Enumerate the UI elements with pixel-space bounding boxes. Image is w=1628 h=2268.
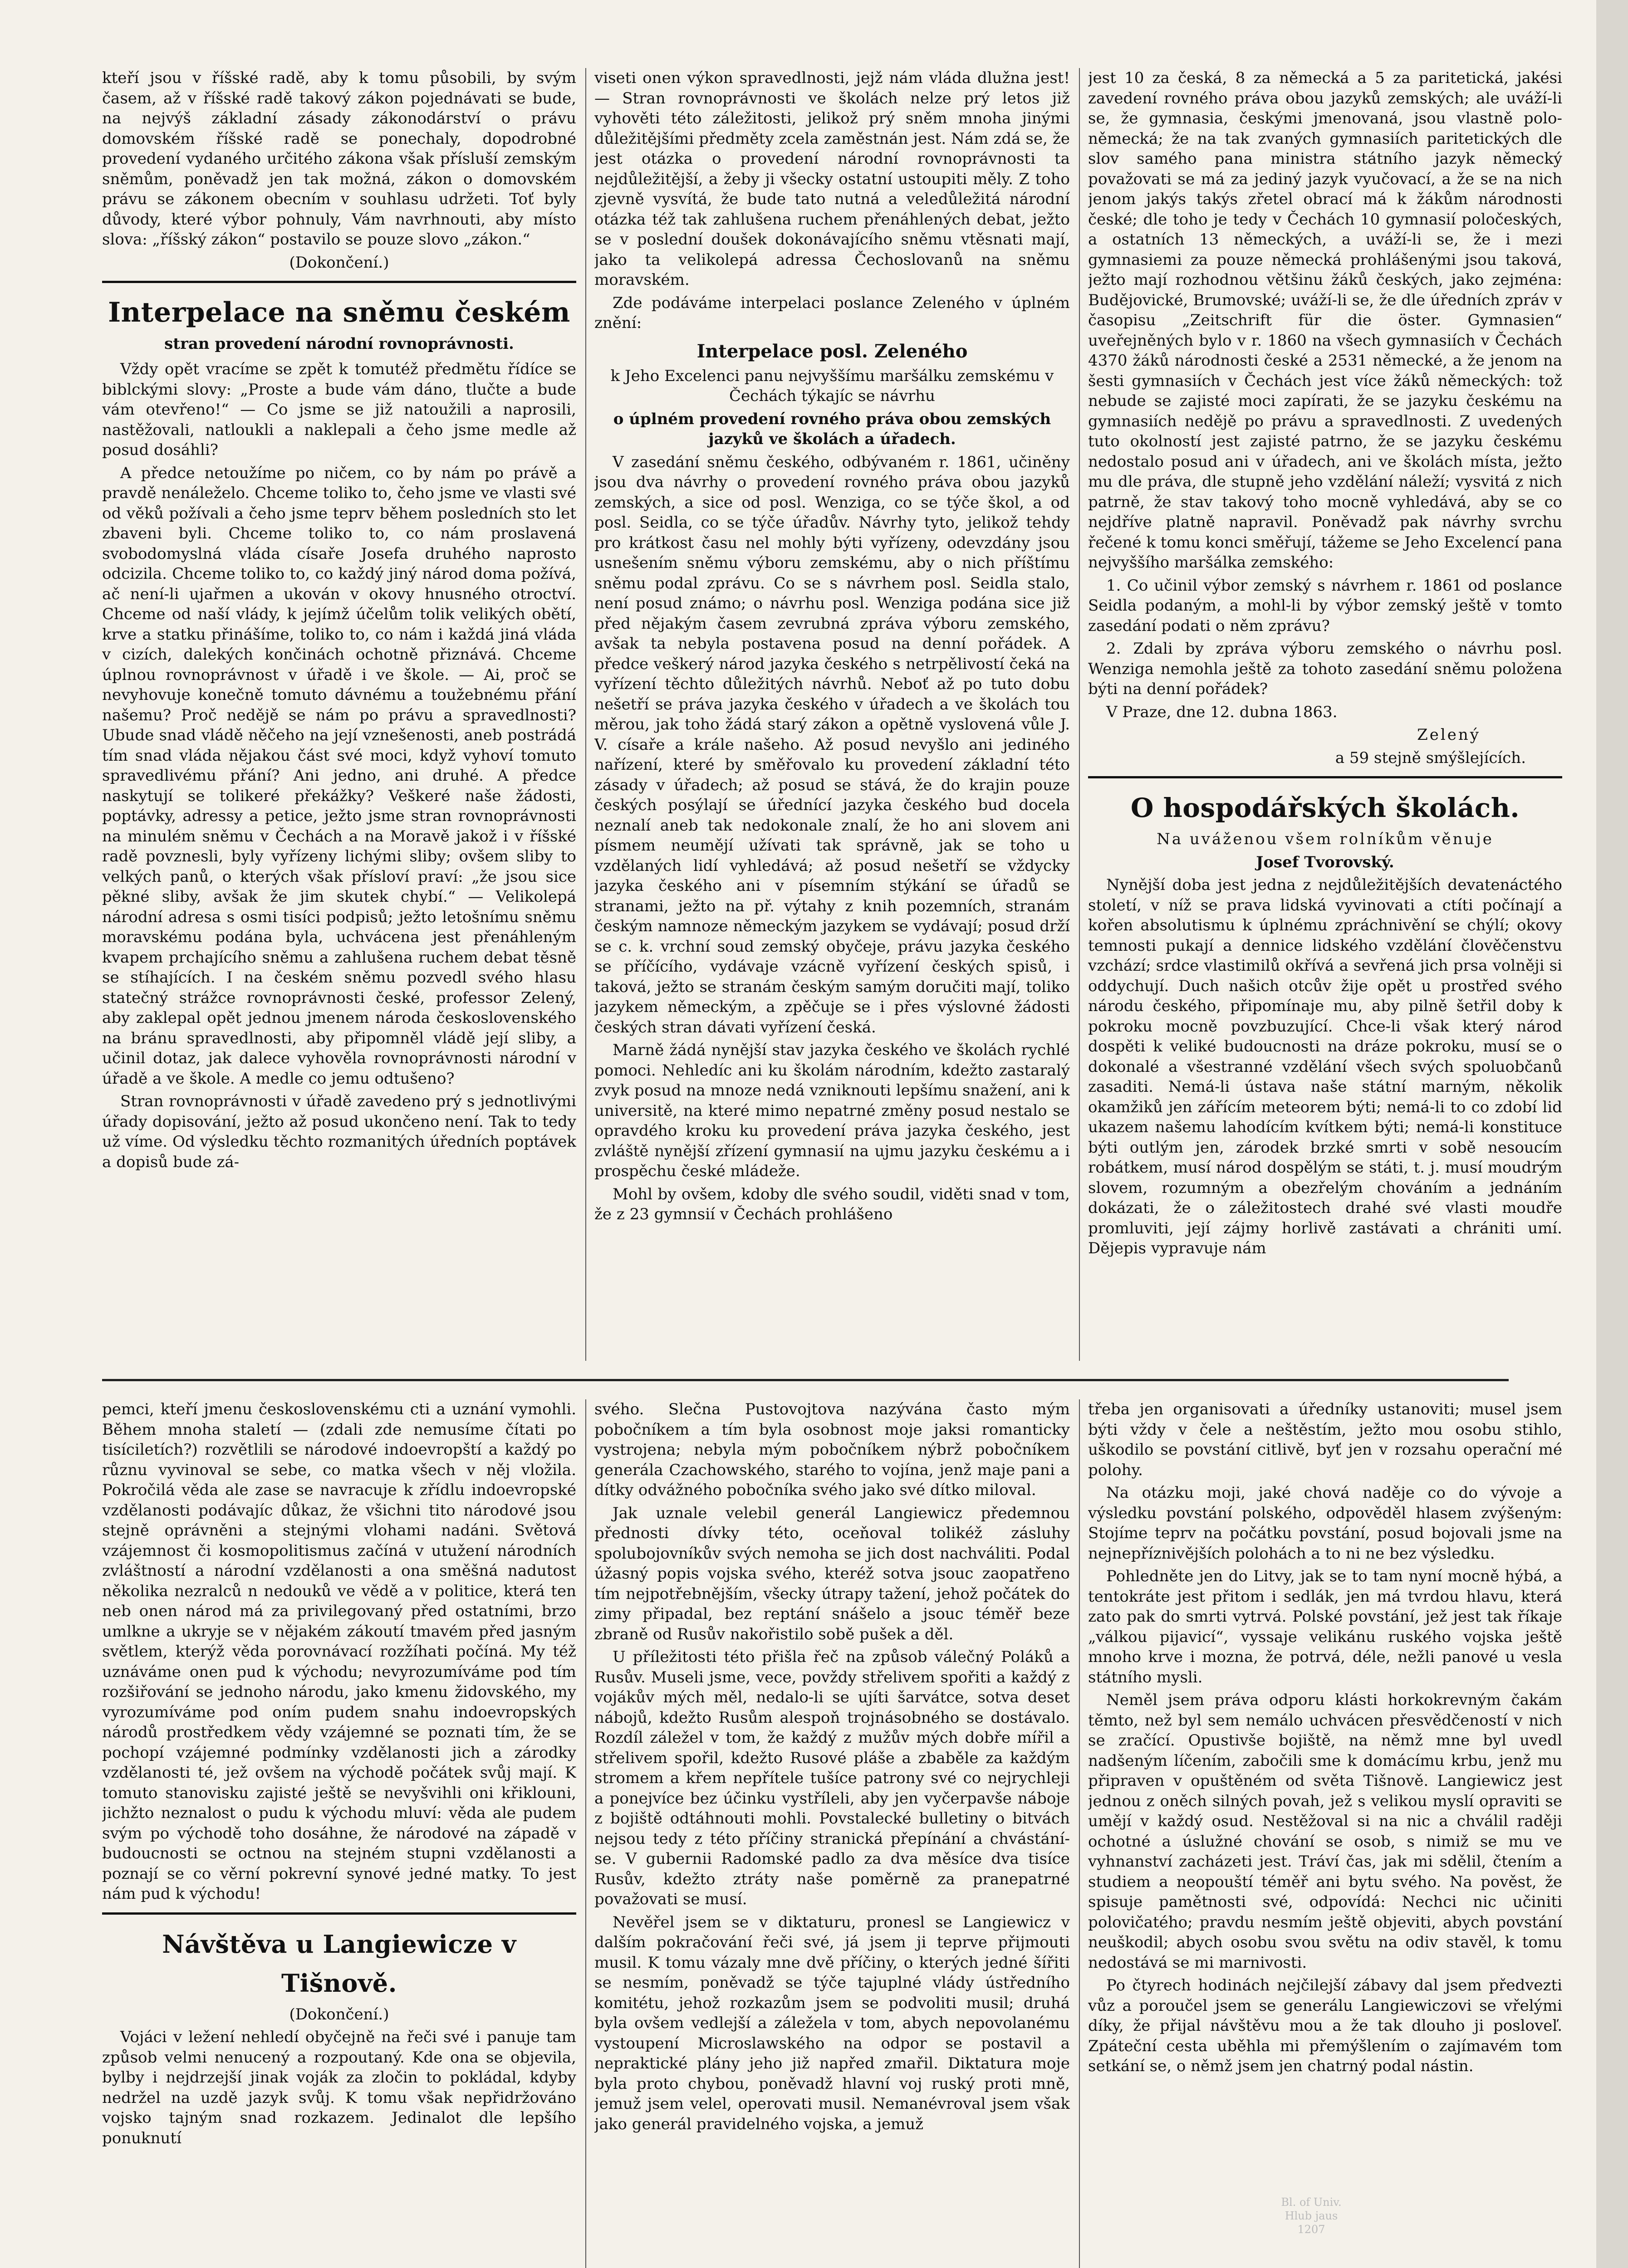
- column-rule: [585, 68, 586, 1361]
- headline-subtitle: stran provedení národní rovnoprávnosti.: [164, 335, 514, 353]
- stamp-line: 1207: [1297, 2223, 1325, 2236]
- article-paragraph: jest 10 za česká, 8 za německá a 5 za paritetická, jakési zavedení rovného práva obou jazyků zemských; ale uváží-li se, že gymnasia, českými jmenovaná, jsou vlastně polo-německá; že na tak zvaných gymnasiích paritetických dle slov samého pana ministra státního jazyk německý považovati se má za jediný jazyk vyučovací, a že se na nich jenom jakýs takýs zřetel obrací má k žákům národnosti české; dle toho je tedy v Čechách 10 gymnasií poločeských, a ostatních 13 německých, a uváží-li se, že i mezi gymnasiemi za pouze německá prohlášenými jsou taková, ježto mají rozhodnou většinu žáků českých, jako zejména: Budějovické, Brumovské; uváží-li se, že dle úředních zpráv v časopisu „Zeitschrift für die öster. Gymnasien“ uveřejněných bylo v r. 1860 na všech gymnasiích v Čechách 4370 žáků národnosti české a 2531 německé, a že jenom na šesti gymnasiích v Čechách jest více žáků německých: tož nebude se zajisté moci zapírati, že se jazyku českému na gymnasiích nedějě po právu a spravedlnosti. Z uvedených tuto okolností jest zajisté patrno, že se jazyku českému nedostalo posud ani v úřadech, ani ve školách místa, ježto mu dle práva, dle stupně jeho vzdělání náleží; vysvitá z nich patrně, že stav takový toho mocně vyhledává, aby se co nejdříve platně napravil. Poněvadž pak návrhy svrchu řečené k tomu konci směřují, tážeme se Jeho Excelencí pana nejvyššího maršálka zemského:: [1088, 69, 1562, 572]
- question-2: 2. Zdali by zpráva výboru zemského o návrhu posl. Wenziga nemohla ještě za tohoto zasedání sněmu položena býti na denní pořádek?: [1088, 640, 1562, 698]
- bottom-column-2: [594, 1399, 1070, 2268]
- library-stamp: [1266, 2195, 1357, 2236]
- headline-hospodarske-skoly: O hospodářských školách.: [1130, 792, 1520, 823]
- article-paragraph: svého. Slečna Pustovojtova nazývána často mým pobočníkem a tím byla osobnost moje jaksi romanticky vystrojena; nebyla mým pobočníkem nýbrž pobočníkem generála Czachowského, starého to vojína, jenž maje pani a dítky odvážného pobočníka svého jako své dítko miloval.: [594, 1400, 1070, 1499]
- bottom-column-3: [1088, 1399, 1562, 2189]
- continued-note: (Dokončení.): [289, 253, 389, 272]
- article-paragraph: Zde podáváme interpelaci poslance Zeleného v úplném znění:: [594, 293, 1070, 332]
- article-separator: [102, 1912, 576, 1915]
- article-paragraph: Vojáci v ležení nehledí obyčejně na řeči své i panuje tam způsob velmi nenucený a rozpoutaný. Kde ona se objevila, bylby i nejdrzejší jinak voják za zločin to pokládal, kdyby nedržel na uzdě jazyk svůj. K tomu však nepřidržováno vojsko tajným snad rozkazem. Jedinalot dle lepšího ponuknutí: [102, 2028, 576, 2147]
- bottom-column-1: [102, 1399, 576, 2268]
- article-paragraph: kteří jsou v říšské radě, aby k tomu působili, by svým časem, až v říšské radě takový zákon pojednávati se bude, na nejvýš základní zásady zákonodárství o právu domovském říšské radě se ponechaly, dopodrobné provedení vydaného určitého zákona však přísluší zemským sněmům, poněvadž jen tak možná, zákon o domovském právu se zákonem obecním v souhlasu udržeti. Toť byly důvody, které výbor pohnuly, Vám navrhnouti, aby místo slova: „říšský zákon“ postavilo se pouze slovo „zákon.“: [102, 69, 576, 249]
- column-rule: [1079, 1399, 1080, 2268]
- signature: Zelený: [1417, 726, 1481, 744]
- article-paragraph: Po čtyrech hodinách nejčilejší zábavy dal jsem předvezti vůz a poroučel jsem se generálu Langiewiczovi se vřelými díky, že přijal návštěvu mou a že tak dlouho ji posloveľ. Zpáteční cesta uběhla mi přemýšlením o zajímavém tom setkání se, o němž jsem jen chatrný podal nástin.: [1088, 1976, 1562, 2075]
- interpelace-title: Interpelace posl. Zeleného: [696, 340, 968, 362]
- interpelace-subject: o úplném provedení rovného práva obou zemských jazyků ve školách a úřadech.: [613, 410, 1051, 448]
- article-separator: [102, 281, 576, 283]
- scan-edge: [1596, 0, 1628, 2268]
- author-name: Josef Tvorovský.: [1256, 853, 1394, 871]
- article-paragraph: A předce netoužíme po ničem, co by nám po právě a pravdě nenáleželo. Chceme toliko to, čeho jsme ve vlasti své od věků požívali a čeho jsme teprv během posledních sto let zbaveni byli. Chceme toliko to, co nám proslavená svobodomyslná vláda císaře Josefa druhého naprosto odcizila. Chceme toliko to, co každý jiný národ doma požívá, ač není-li ujařmen a ukován v okovy hnusného otroctví. Chceme od naší vlády, k jejímž účelům tolik velikých obětí, krve a statku přinášíme, toliko to, co nám i každá jiná vláda v cizích, dalekých končinách ochotně přiznává. Chceme úplnou rovnoprávnost v úřadě i ve škole. — Ai, proč se nevyhovuje konečně tomuto dávnému a toužebnému přání našemu? Proč nedějě se nám po právu a spravedlnosti? Ubude snad vládě něčeho na její vznešenosti, aneb postrádá tím snad vláda nějakou část své moci, když vyhoví tomuto spravedlivému přání? Ani jedno, ani druhé. A předce naskytují se tolikeré překážky? Veškeré naše žádosti, poptávky, adressy a petice, ježto jsme stran rovnoprávnosti na minulém sněmu v Čechách a na Moravě jakož i v říšské radě povznesli, byly vyřízeny lichými sliby; ovšem sliby to velkých panů, o kterých však přísloví praví: „že jsou sice pěkné sliby, avšak že jim skutek chybí.“ — Velikolepá národní adresa s osmi tisíci podpisů; ježto letošnímu sněmu moravskému podána byla, uchvácena jest přenáhleným kvapem prchajícího sněmu a zahlušena ruchem debat těsně se stíhajících. I na českém sněmu pozvedl svého hlasu statečný strážce rovnoprávnosti české, professor Zelený, aby zaklepal opět jednou jmenem národa československého na bránu spravedlnosti, aby připomněl vládě její sliby, a učinil dotaz, jak dalece vyhověla rovnoprávnosti národní v úřadě a ve škole. A medle co jemu odtušeno?: [102, 464, 576, 1088]
- column-rule: [585, 1399, 586, 2268]
- column-rule: [1079, 68, 1080, 1361]
- headline-interpelace: Interpelace na sněmu českém: [108, 297, 570, 328]
- stamp-line: Hlub jaus: [1285, 2209, 1338, 2222]
- article-paragraph: Jak uznale velebil generál Langiewicz předemnou přednosti dívky této, oceňoval tolikéž zásluhy spolubojovníkův svých nemoha se jich dost nachváliti. Podal úžasný popis vojska svého, kteréž sotva jsouc zaopatřeno tím nejpotřebnějším, všecky útrapy tažení, jehož počátek do zimy připadal, bez reptání snášelo a jsouc téměř beze zbraně od Rusův nakořistilo sobě pušek a děl.: [594, 1504, 1070, 1643]
- stamp-line: Bl. of Univ.: [1281, 2196, 1342, 2209]
- article-paragraph: pemci, kteří jmenu československému cti a uznání vymohli. Během mnoha staletí — (zdali zde nemusíme čítati po tisíciletích?) rozvětlili se národové indoevropští a každý po různu vyvinoval se sebe, co matka všech v něj vložila. Pokročilá věda ale zase se navracuje k zřídlu indoevropské vzdělanosti podávajíc důkaz, že všichni tito národové jsou stejně oprávněni a stejnými vlohami nadáni. Světová vzájemnost či kosmopolitismus začíná v utužení národních zvláštností a národní vzdělanosti a ona směšná nadutost několika nezralců n nedouků ve vědě a v politice, která ten neb onen národ má za privilegovaný před ostatními, brzo umlkne a ukryje se v nějakém zákoutí tmavém před jasným světlem, kterýž věda porovnávací rozžíhati počíná. My též uznáváme onen pud k východu; nevyrozumíváme pod tím rozšiřování se jednoho národu, jako kmenu židovského, my vyrozumíváme pod oním pudem snahu indoevropských národů prostředkem vědy vzájemné se poznati tím, že se pochopí vzájemné podmínky vzdělanosti jich a zárodky vzdělanosti té, jež ovšem na východě počátek svůj mají. K tomuto stanovisku zajisté ještě se nevyšvihli oni křiklouni, jichžto neznalost o pudu k východu mluví: věda ale pudem svým po východě toho dosáhne, že národové na západě v budoucnosti se octnou na stejném stupni vzdělanosti a poznají se co věrní pokrevní synové jedné matky. To jest nám pud k východu!: [102, 1400, 576, 1903]
- interpelace-address: k Jeho Excelenci panu nejvyššímu maršálku zemskému v Čechách týkajíc se návrhu: [610, 367, 1054, 405]
- article-paragraph: Nevěřel jsem se v diktaturu, pronesl se Langiewicz v dalším pokračování řeči své, já jsem ji teprve přijmouti musil. K tomu vázaly mne dvě příčiny, o kterých jedné šířiti se nesmím, poněvadž se týče tajuplné vlády ústředního komitétu, jehož rozkazům jsem se podvoliti musil; druhá byla ovšem vedlejší a záležela v tom, abych nepovolanému vystoupení Microslawského na odpor se postavil a nepraktické plány jeho již napřed zmařil. Diktatura moje byla proto chybou, poněvadž hlavní voj ruský proti mně, jemuž jsem velel, operovati musil. Nemanévroval jsem však jako generál pravidelného vojska, a jemuž: [594, 1913, 1070, 2133]
- top-column-1: [102, 68, 576, 1365]
- article-paragraph: Nynější doba jest jedna z nejdůležitějších devatenáctého století, v níž se prava lidská vyvinovati a ctíti počínají a kořen absolutismu k úplnému zpráchnivění se chýlí; okovy temnosti pukají a dennice lidského vzdělání člověčenstvu vzchází; srdce vlastimilů okřívá a sevřená jich prsa volněji si oddychují. Duch našich otcův žije opět u prostřed svého národu českého, připomínaje mu, aby pilně šetřil doby k pokroku mocně povzbuzující. Chce-li však který národ dospěti k veliké budoucnosti na dráze pokroku, musí se o dokonalé a všestranné vzdělání všech svých spoluobčanů zasaditi. Nemá-li ústava naše státní marným, několik okamžiků jen zářícím meteorem býti; nemá-li to co zdobí lid ukazem našemu lahodícím kvítkem býti; nemá-li konstituce býti outlým jen, zárodek brzké smrti v sobě nesoucím robátkem, musí národ dospělým se státi, t. j. musí moudrým slovem, rozumným a obezřelým chováním a jednáním dokázati, že o záležitostech drahé své vlasti moudře promluviti, její zájmy horlivě zastávati a chrániti umí. Dějepis vypravuje nám: [1088, 876, 1562, 1257]
- dedication-line: Na uváženou všem rolníkům věnuje: [1157, 830, 1494, 848]
- article-paragraph: Mohl by ovšem, kdoby dle svého soudil, viděti snad v tom, že z 23 gymnsií v Čechách prohlášeno: [594, 1185, 1070, 1223]
- article-paragraph: Na otázku moji, jaké chová naděje co do vývoje a výsledku povstání polského, odpověděl hlasem zvýšeným: Stojíme teprv na počátku povstání, posud bojovali jsme na nejnepříznivějších polohách a to ni ne bez výsledku.: [1088, 1484, 1562, 1563]
- signature-note: a 59 stejně smýšlejících.: [1335, 748, 1526, 767]
- section-rule: [102, 1379, 1509, 1381]
- article-paragraph: Vždy opět vracíme se zpět k tomutéž předmětu řídíce se biblckými slovy: „Proste a bude vám dáno, tlučte a bude vám otevřeno!“ — Co jsme se již natoužili a naprosili, nastěžovali, natloukli a naklepali a čeho jsme medle až posud dosáhli?: [102, 360, 576, 459]
- continued-note: (Dokončení.): [289, 2005, 389, 2024]
- article-separator: [1088, 776, 1562, 778]
- article-paragraph: U příležitosti této přišla řeč na způsob válečný Poláků a Rusův. Museli jsme, vece, povždy střelivem spořiti a každý z vojákův mých měl, nedalo-li se ujíti šarvátce, sotva deset nábojů, kdežto Rusům alespoň trojnásobného se dostávalo. Rozdíl záležel v tom, že každý z mužův mých dobře mířil a střelivem spořil, kdežto Rusové pláše a zbaběle za každým stromem a křem nepřítele tušíce patrony své co nejrychleji a ponejvíce bez účinku vystříleli, aby jen vyčerpavše náboje z bojiště odtáhnouti mohli. Povstalecké bulletiny o bitvách nejsou tedy z této příčiny stranická přepínání a chvástání-se. V gubernii Radomské padlo za dva měsíce dva tisíce Rusův, kdežto ztráty naše poměrně za pranepatrné považovati se musí.: [594, 1648, 1070, 1908]
- article-paragraph: viseti onen výkon spravedlnosti, jejž nám vláda dlužna jest! — Stran rovnoprávnosti ve školách nelze prý letos již vyhověti této záležitosti, jelikož prý sněm mnoha jinými důležitějšími předměty zcela zaměstnán jest. Nám zdá se, že jest otázka o provedení národní rovnoprávnosti ta nejdůležitější, a žeby ji všecky ostatní ustoupiti měly. Z toho zjevně vysvítá, že bude tato nutná a veledůležitá národní otázka též tak zahlušena ruchem přenáhlených debat, ježto se v poslední doušek dokonávajícího sněmu vtěsnati mají, jako ta velikolepá adressa Čechoslovanů na sněmu moravském.: [594, 69, 1070, 289]
- article-paragraph: V zasedání sněmu českého, odbývaném r. 1861, učiněny jsou dva návrhy o provedení rovného práva obou jazyků zemských, a sice od posl. Wenziga, co se týče škol, a od posl. Seidla, co se týče úřadův. Návrhy tyto, jelikož tehdy pro krátkost času nel mohly býti vyřízeny, odevzdány jsou usnešením sněmu výboru zemskému, aby o nich příštímu sněmu podal zprávu. Co se s návrhem posl. Seidla stalo, není posud známo; o návrhu posl. Wenziga podána sice již před nějakým časem zevrubná zpráva výboru zemského, avšak ta nebyla postavena posud na denní pořádek. A předce veškerý národ jazyka českého s netrpělivostí čeká na vyřízení těchto důležitých návrhů. Neboť až po tuto dobu nešetří se práva jazyka českého v úřadech a ve školách tou měrou, jak toho žádá starý zákon a opětně vyslovená vůle J. V. císaře a krále našeho. Až posud nevyšlo ani jediného nařízení, které by směřovalo ku provedení základní této zásady v úřadech; až posud se stává, že do krajin pouze českých posýlají se úřednící jazyka českého bud docela neznalí aneb tak nedokonale znalí, že ho ani slovem ani písmem neumějí užívati tak správně, jak se toho u vzdělaných lidí vyhledává; až posud nešetří se vždycky jazyka českého ani v písemním stýkání se úřadů se stranami, ježto na př. výtahy z knih pozemních, stranám českým namnoze německým jazykem se vydávají; posud drží se c. k. vrchní soud zemský obyčeje, právu jazyka českého se příčícího, vydávaje vzácně vyřízení českých spisů, i taková, ježto se stranám českým samým doručiti mají, toliko jazykem německým, a zpěčuje se i přes výslovné žádosti českých stran dávati vyřízení česká.: [594, 453, 1070, 1036]
- article-paragraph: Stran rovnoprávnosti v úřadě zavedeno prý s jednotlivými úřady dopisování, ježto až posud ukončeno není. Tak to tedy už víme. Od výsledku těchto rozmanitých úředních poptávek a dopisů bude zá-: [102, 1092, 576, 1171]
- article-paragraph: třeba jen organisovati a úředníky ustanoviti; musel jsem býti vždy v čele a neštěstím, ježto mou osobu stihlo, uškodilo se povstání citlivě, byť jen v rozsahu operační mé polohy.: [1088, 1400, 1562, 1479]
- article-paragraph: Pohledněte jen do Litvy, jak se to tam nyní mocně hýbá, a tentokráte jest přitom i sedlák, jen má tvrdou hlavu, která zato pak do smrti vytrvá. Polské povstání, jež jest tak říkaje „válkou pijavicí“, vyssaje velikánu ruského vojska ještě mnoho krve i mozna, že potrvá, déle, nežli panové u vesla státního mysli.: [1088, 1567, 1562, 1686]
- top-column-3: [1088, 68, 1562, 1365]
- top-column-2: [594, 68, 1070, 1365]
- article-paragraph: Neměl jsem práva odporu klásti horkokrevným čakám těmto, než byl sem nemálo uchvácen přesvědčeností v nich se zračící. Opustivše bojiště, na němž mne byl uvedl nadšeným líčením, zabočili sme k domácímu krbu, jenž mu připraven v opuštěném od světa Tišnově. Langiewicz jest jednou z oněch silných povah, jež s velikou myslí opraviti se umějí v každý osud. Nestěžoval si na nic a chválil raději ochotné a úslužné chování se osob, s nimiž se mu ve vyhnanství zacházeti jest. Tráví čas, jak mi sdělil, čtením a studiem a neopouští téměř ani bytu svého. Na pověst, že spisuje pamětnosti své, odpovídá: Nechci nic učiniti polovičatého; pravdu nesmím ještě objeviti, abych povstání neuškodil; abych osobu svou světu na odiv stavěl, k tomu nedostává se mi marnivosti.: [1088, 1691, 1562, 1972]
- article-paragraph: Marně žádá nynější stav jazyka českého ve školách rychlé pomoci. Nehledíc ani ku školám národním, kdežto zastaralý zvyk posud na mnoze nedá vzniknouti lepšímu snažení, ani k universitě, na které mimo nepatrné změny posud nestalo se opravdého kroku ku provedení práva jazyka českého, jest zvláště nynější zřízení gymnasií na ujmu jazyku českému a i prospěchu české mládeže.: [594, 1041, 1070, 1180]
- question-1: 1. Co učinil výbor zemský s návrhem r. 1861 od poslance Seidla podaným, a mohl-li by výbor zemský ještě v tomto zasedání podati o něm zprávu?: [1088, 576, 1562, 635]
- dateline: V Praze, dne 12. dubna 1863.: [1106, 703, 1338, 721]
- headline-navsteva: Návštěva u Langiewicze v Tišnově.: [162, 1929, 516, 1998]
